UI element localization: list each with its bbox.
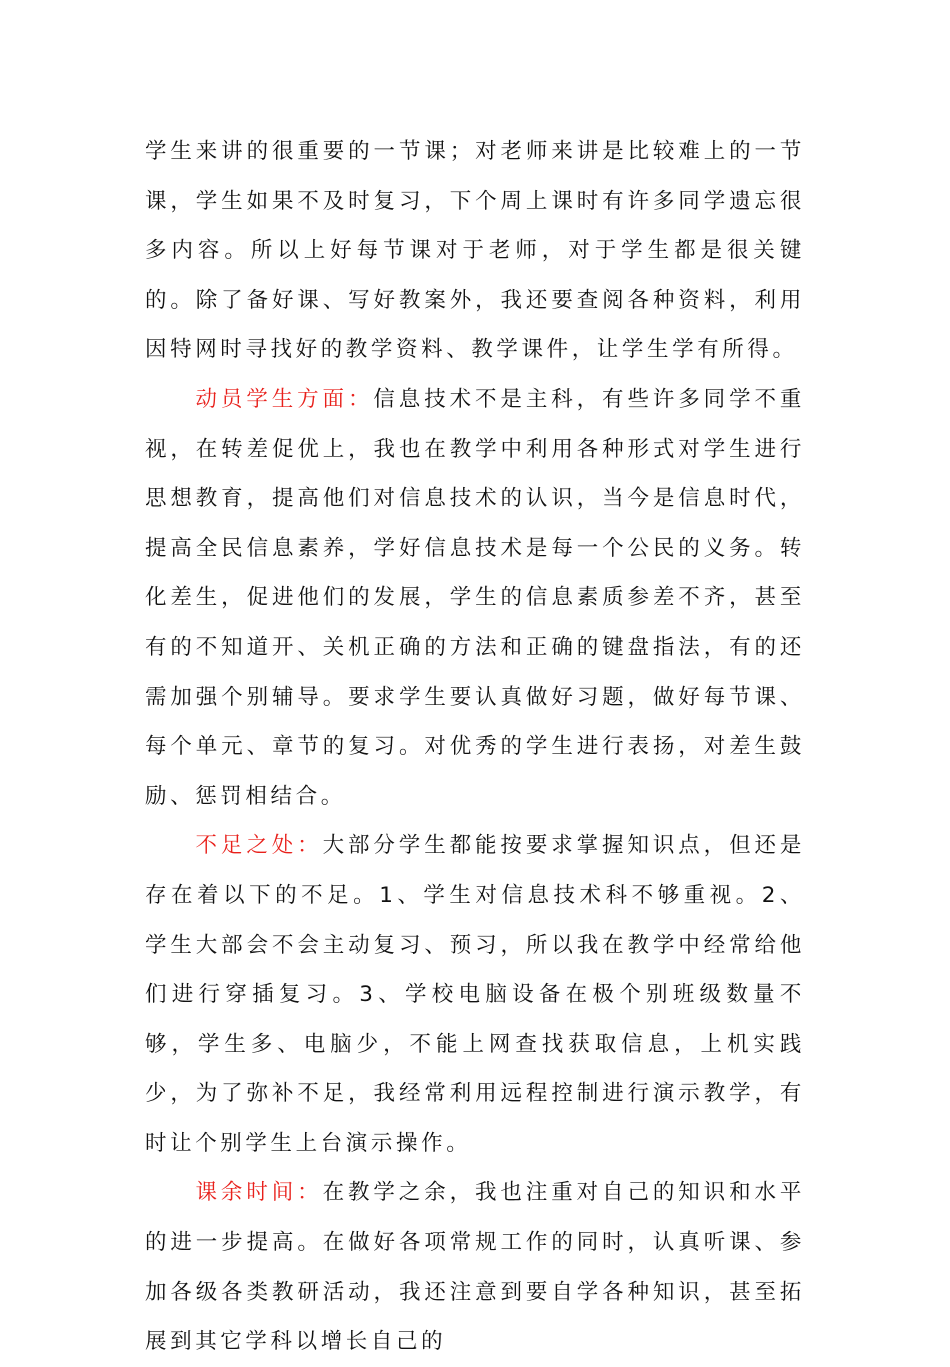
paragraph-continuation [145, 127, 805, 375]
paragraph-text: 学生来讲的很重要的一节课；对老师来讲是比较难上的一节课，学生如果不及时复习，下个周上课时有许多同学遗忘很多内容。所以上好每节课对于老师，对于学生都是很关键的。除了备好课、写好教案外，我还要查阅各种资料，利用因特网时寻找好的教学资料、教学课件，让学生学有所得。 [145, 139, 805, 363]
document-page [145, 127, 805, 1367]
paragraph-spare-time [145, 1168, 805, 1366]
paragraph-text: 在教学之余，我也注重对自己的知识和水平的进一步提高。在做好各项常规工作的同时，认真听课、参加各级各类教研活动，我还注意到要自学各种知识，甚至拓展到其它学科以增长自己的 [145, 1180, 805, 1355]
paragraph-heading: 课余时间： [195, 1180, 323, 1206]
paragraph-heading: 动员学生方面： [195, 386, 374, 412]
paragraph-text: 信息技术不是主科，有些许多同学不重视，在转差促优上，我也在教学中利用各种形式对学生进行思想教育，提高他们对信息技术的认识，当今是信息时代，提高全民信息素养，学好信息技术是每一个公民的义务。转化差生，促进他们的发展，学生的信息素质参差不齐，甚至有的不知道开、关机正确的方法和正确的键盘指法，有的还需加强个别辅导。要求学生要认真做好习题，做好每节课、每个单元、章节的复习。对优秀的学生进行表扬，对差生鼓励、惩罚相结合。 [145, 386, 806, 809]
paragraph-mobilize-students [145, 375, 805, 821]
paragraph-heading: 不足之处： [195, 833, 323, 859]
paragraph-text: 大部分学生都能按要求掌握知识点，但还是存在着以下的不足。1、学生对信息技术科不够重视。2、学生大部会不会主动复习、预习，所以我在教学中经常给他们进行穿插复习。3、学校电脑设备在极个别班级数量不够，学生多、电脑少，不能上网查找获取信息，上机实践少，为了弥补不足，我经常利用远程控制进行演示教学，有时让个别学生上台演示操作。 [145, 833, 805, 1156]
paragraph-shortcomings [145, 821, 805, 1168]
